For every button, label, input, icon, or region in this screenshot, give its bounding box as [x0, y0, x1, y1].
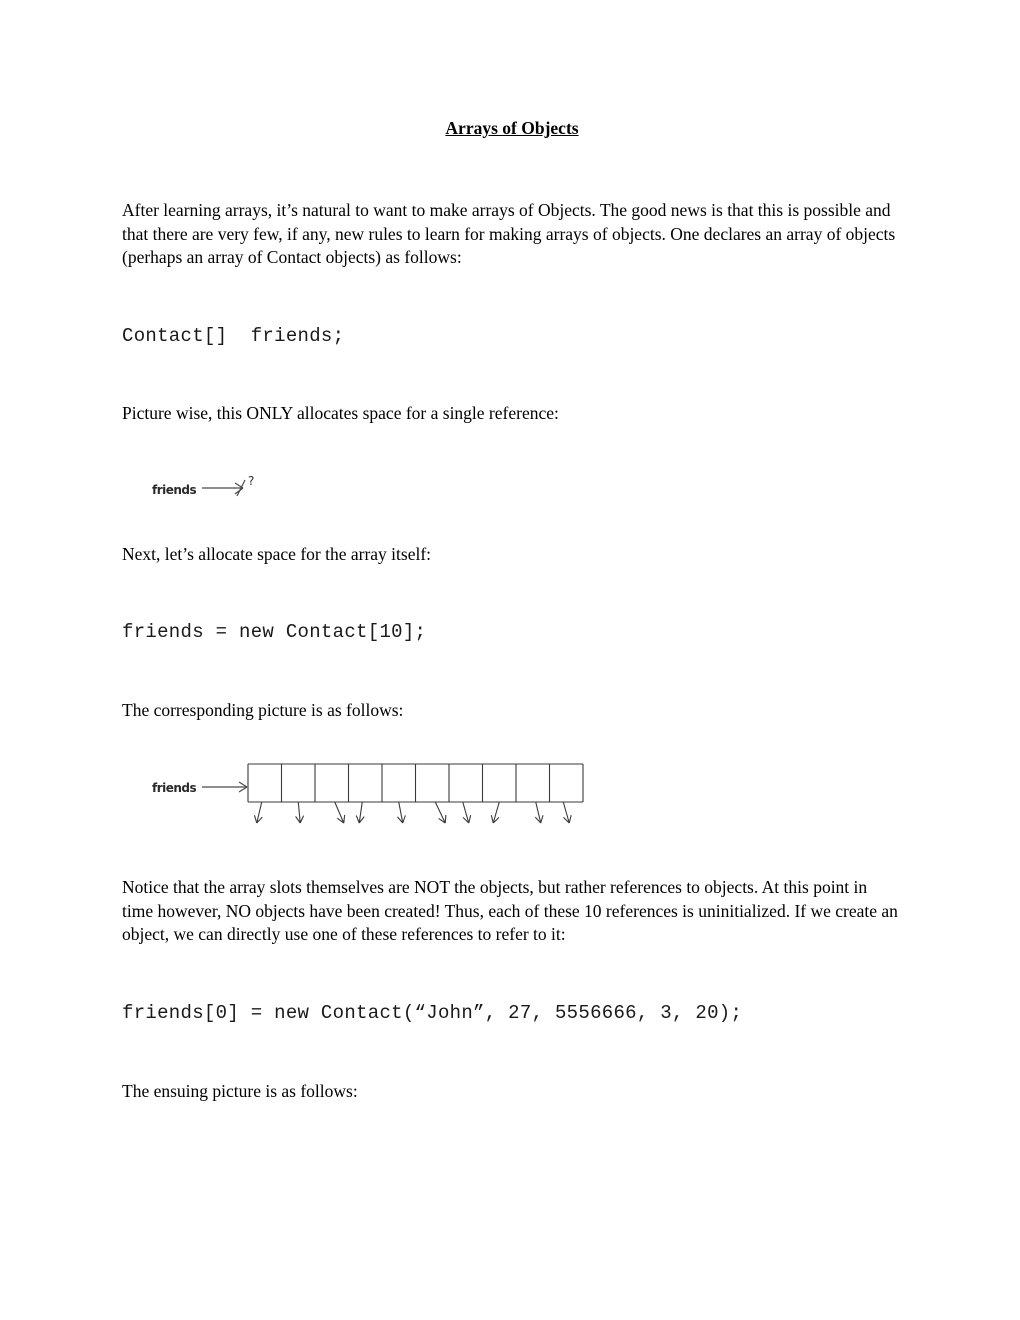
code-declare-array: Contact[] friends; — [122, 324, 345, 347]
diagram-single-reference — [150, 471, 902, 509]
paragraph-picture-wise: Picture wise, this ONLY allocates space for a single reference: — [122, 402, 559, 423]
right-arrow-icon — [202, 782, 247, 792]
friends-label: friends — [152, 781, 197, 795]
diagram-array-of-references — [150, 750, 902, 842]
code-allocate-array: friends = new Contact[10]; — [122, 620, 427, 643]
paragraph-next-allocate: Next, let’s allocate space for the array itself: — [122, 544, 432, 564]
right-arrow-icon — [202, 480, 245, 496]
paragraph-corresponding-picture: The corresponding picture is as follows: — [122, 699, 404, 720]
array-drawing — [150, 750, 630, 842]
paragraph-intro: After learning arrays, it’s natural to want to make arrays of Objects. The good news is that this is possible and that there are very few, if any, new rules to learn for making arrays of objects. One declares an array of objects (perhaps an array of Contact objects) as follows: — [122, 200, 896, 267]
question-mark-label: ? — [248, 474, 255, 488]
array-cells-and-reference-arrows — [248, 764, 583, 823]
code-create-object: friends[0] = new Contact(“John”, 27, 5556666, 3, 20); — [122, 1001, 743, 1024]
paragraph-ensuing-picture: The ensuing picture is as follows: — [122, 1080, 358, 1101]
friends-label: friends — [152, 483, 197, 497]
page-title: Arrays of Objects — [445, 118, 579, 138]
paragraph-notice: Notice that the array slots themselves are NOT the objects, but rather references to objects. At this point in time however, NO objects have been created! Thus, each of these 10 references is uninitialized. If we create an object, we can directly use one of these references to refer to it: — [122, 877, 898, 944]
single-reference-drawing — [150, 471, 290, 509]
